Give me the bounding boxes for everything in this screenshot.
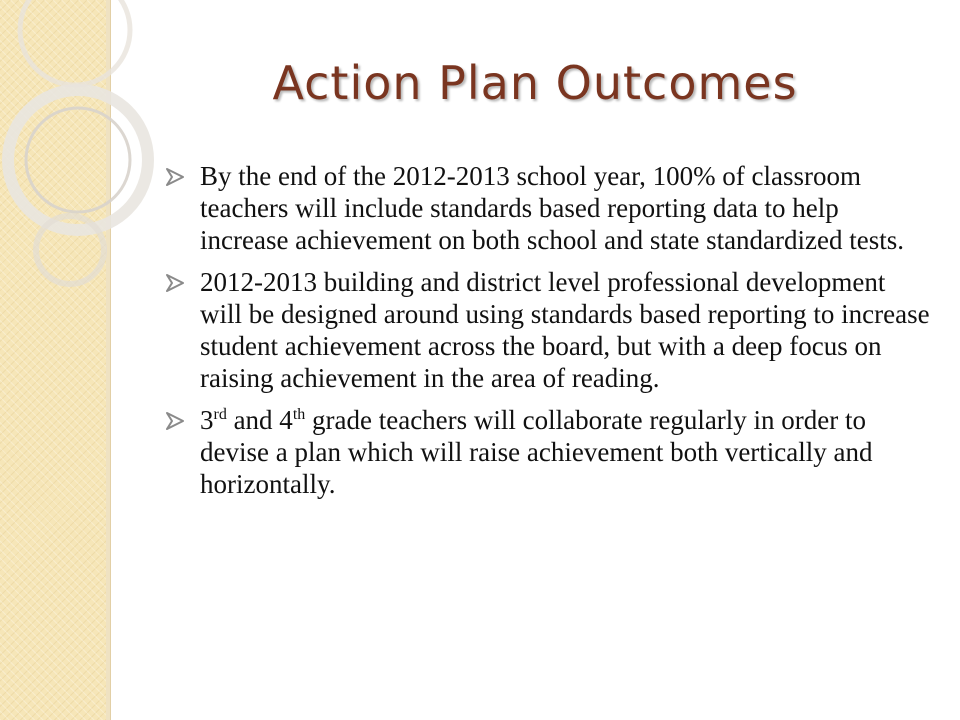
arrowhead-bullet-icon bbox=[164, 410, 186, 432]
arrowhead-bullet-icon bbox=[164, 272, 186, 294]
ordinal-suffix: th bbox=[292, 406, 306, 423]
bullet-text-number: 3 bbox=[200, 405, 214, 435]
list-item bbox=[160, 160, 930, 256]
bullet-text: By the end of the 2012-2013 school year, 100% of classroom teachers will include standards based reporting data to help increase achievement on both school and state standardized tests. bbox=[200, 161, 905, 255]
ordinal-suffix: rd bbox=[213, 406, 227, 423]
list-item bbox=[160, 404, 930, 500]
concentric-rings-icon bbox=[0, 0, 150, 300]
page-title: Action Plan Outcomes bbox=[272, 56, 798, 110]
bullet-text: grade teachers will collaborate regularly in order to devise a plan which will raise achievement both vertically and horizontally. bbox=[200, 405, 873, 499]
arrowhead-bullet-icon bbox=[164, 166, 186, 188]
bullet-text: and 4 bbox=[226, 405, 293, 435]
bullet-list bbox=[160, 160, 930, 510]
list-item bbox=[160, 266, 930, 394]
bullet-text: 2012-2013 building and district level professional development will be designed around using standards based reporting to increase student achievement across the board, but with a deep focus on raising achievement in the area of reading. bbox=[200, 267, 930, 393]
